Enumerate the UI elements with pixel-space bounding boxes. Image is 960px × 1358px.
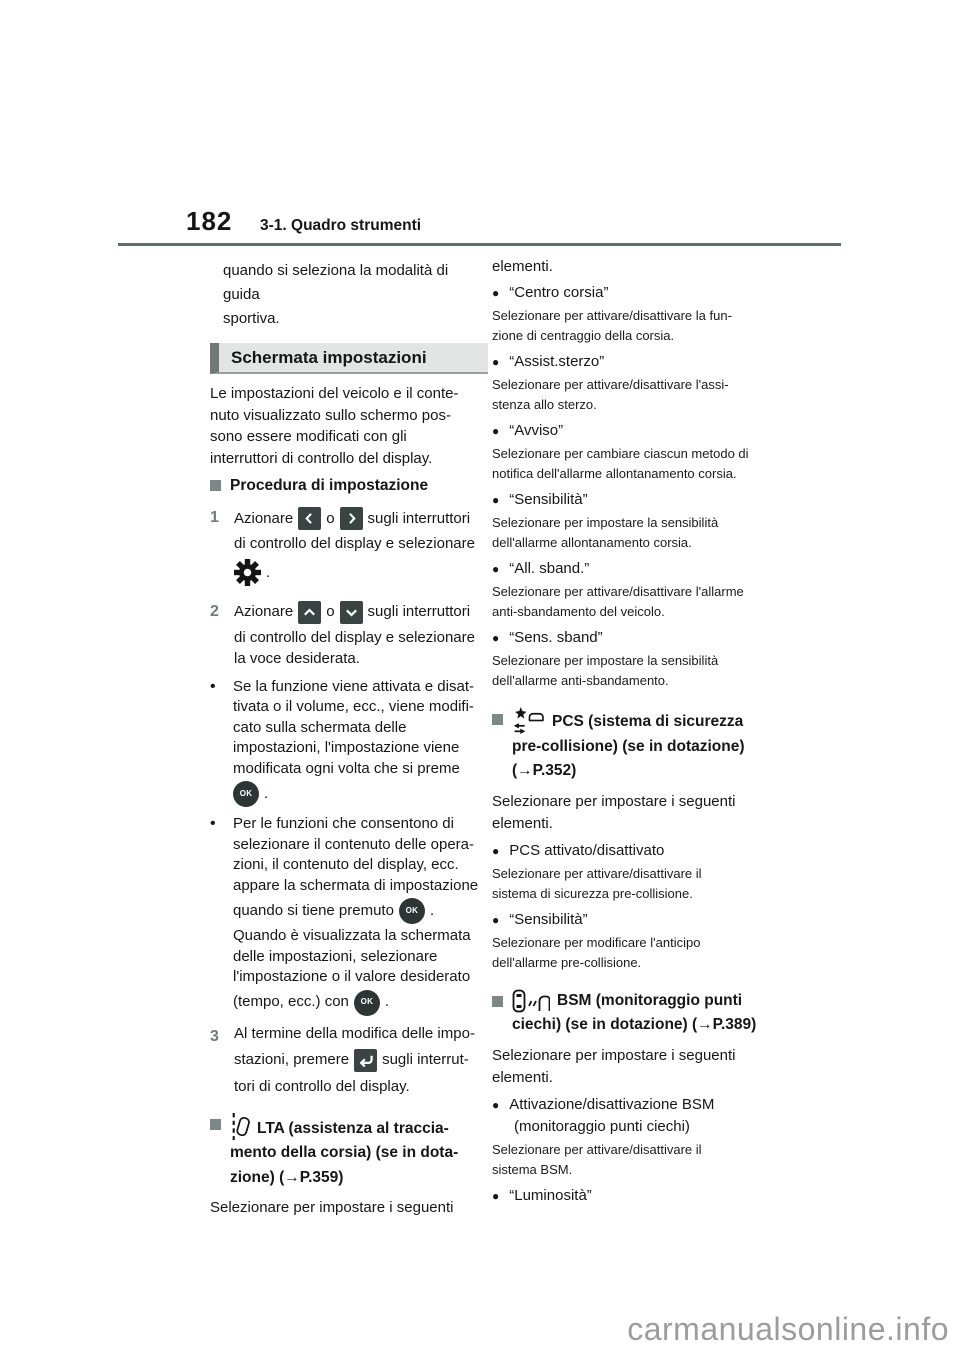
page-number: 182 bbox=[186, 206, 233, 236]
text-line: Selezionare per impostare i seguenti bbox=[492, 792, 736, 810]
text-line: Se la funzione viene attivata e disat- bbox=[233, 677, 474, 695]
text-line: (monitoraggio punti ciechi) bbox=[514, 1117, 690, 1135]
intro-paragraph bbox=[210, 259, 488, 331]
step-number: 2 bbox=[210, 602, 219, 620]
bsm-icon bbox=[512, 989, 550, 1013]
pcs-icon bbox=[512, 707, 545, 734]
text-line: (→P.352) bbox=[512, 762, 577, 779]
text-line: appare la schermata di impostazione bbox=[233, 876, 479, 894]
setting-item: ● “Sensibilità” Selezionare per modificare l'anticipo dell'allarme pre-collisione. bbox=[492, 909, 774, 973]
text-line: impostazioni, l'impostazione viene bbox=[233, 739, 460, 756]
setting-item: ● “Avviso” Selezionare per cambiare ciascun metodo di notifica dell'allarme allontanamento corsia. bbox=[492, 420, 774, 484]
ok-button-icon: OK bbox=[399, 898, 425, 924]
setting-item: ● Attivazione/disattivazione BSM (monitoraggio punti ciechi) Selezionare per attivare/disattivare il sistema BSM. bbox=[492, 1094, 774, 1180]
text-line: l'impostazione o il valore desiderato bbox=[233, 968, 471, 985]
setting-item: ● “All. sband.” Selezionare per attivare/disattivare l'allarme anti-sbandamento del veicolo. bbox=[492, 558, 774, 622]
text-line: tori di controllo del display. bbox=[234, 1078, 410, 1095]
text-line: Al termine della modifica delle impo- bbox=[234, 1024, 475, 1042]
note-bullet: • Per le funzioni che consentono di selezionare il contenuto delle opera- zioni, il contenuto del display, ecc. appare la schermata di impostazione quando si tiene premuto OK . Quando è visualizzata la schermata delle impostazioni, selezionare l'impostazione o il valore desiderato (tempo, ecc.) con OK . bbox=[210, 814, 488, 1018]
text-line: Selezionare per cambiare ciascun metodo di bbox=[492, 446, 749, 461]
text-line: Selezionare per attivare/disattivare il bbox=[492, 1141, 702, 1157]
text-line: sistema di sicurezza pre-collisione. bbox=[492, 885, 693, 901]
setting-item: ● “Sensibilità” Selezionare per impostare la sensibilità dell'allarme allontanamento corsia. bbox=[492, 489, 774, 553]
procedure-heading: Procedura di impostazione bbox=[210, 476, 488, 496]
text-line: interruttori di controllo del display. bbox=[210, 449, 433, 467]
text-line: zione di centraggio della corsia. bbox=[492, 328, 675, 343]
lead-out-line: Selezionare per impostare i seguenti bbox=[210, 1199, 454, 1216]
chapter-title: 3-1. Quadro strumenti bbox=[260, 217, 422, 234]
text-line: Selezionare per attivare/disattivare la fun- bbox=[492, 308, 732, 323]
text-line: modificata ogni volta che si preme bbox=[233, 759, 460, 777]
section-title: Schermata impostazioni bbox=[231, 348, 427, 367]
watermark: carmanualsonline.info bbox=[627, 1311, 949, 1347]
text-line: Quando è visualizzata la schermata bbox=[233, 927, 471, 944]
right-column bbox=[492, 256, 774, 1207]
chevron-up-button-icon bbox=[298, 601, 321, 624]
text-line: zioni, il contenuto del display, ecc. bbox=[233, 856, 459, 873]
setting-item: ● PCS attivato/disattivato Selezionare per attivare/disattivare il sistema di sicurezza pre-collisione. bbox=[492, 840, 774, 904]
text-line: di controllo del display e selezionare bbox=[234, 628, 475, 646]
left-column bbox=[210, 259, 488, 1219]
ok-button-icon: OK bbox=[354, 990, 380, 1016]
step-number: 3 bbox=[210, 1027, 219, 1045]
text-line: selezionare il contenuto delle opera- bbox=[233, 835, 474, 853]
lta-icon bbox=[230, 1112, 250, 1141]
text-line: Selezionare per impostare la sensibilità bbox=[492, 653, 719, 668]
text-line: zione) (→P.359) bbox=[230, 1168, 344, 1186]
note-bullet: • Se la funzione viene attivata e disat- tivata o il volume, ecc., viene modifi- cato sulla schermata delle impostazioni, l'impostazione viene modificata ogni volta che si preme OK . bbox=[210, 677, 488, 810]
text-line: dell'allarme pre-collisione. bbox=[492, 954, 642, 970]
setting-item: ● “Luminosità” bbox=[492, 1186, 592, 1204]
gear-icon bbox=[234, 559, 261, 586]
text-line: tivata o il volume, ecc., viene modifi- bbox=[233, 698, 474, 715]
text-line: Selezionare per impostare i seguenti bbox=[492, 1046, 736, 1064]
setting-item: ● “Assist.sterzo” Selezionare per attivare/disattivare l'assi- stenza allo sterzo. bbox=[492, 351, 774, 415]
bsm-section-heading: BSM (monitoraggio punti ciechi) (se in dotazione) (→P.389) bbox=[492, 989, 774, 1038]
text-line: di controllo del display e selezionare bbox=[234, 535, 475, 552]
step-3: 3 Al termine della modifica delle impo- stazioni, premere sugli interrut- tori di controllo del display. bbox=[210, 1023, 488, 1098]
text-line: nuto visualizzato sullo schermo pos- bbox=[210, 406, 451, 424]
square-marker-icon bbox=[210, 480, 221, 491]
lead-in-line: elementi. bbox=[492, 258, 553, 275]
text-line: elementi. bbox=[492, 1068, 553, 1086]
setting-item: ● “Centro corsia” Selezionare per attivare/disattivare la fun- zione di centraggio della corsia. bbox=[492, 282, 774, 346]
text-line: Selezionare per impostare la sensibilità bbox=[492, 515, 719, 530]
square-marker-icon bbox=[210, 1119, 221, 1130]
text-line: sportiva. bbox=[223, 310, 280, 327]
text-line: Le impostazioni del veicolo e il conte- bbox=[210, 385, 459, 402]
text-line: Selezionare per attivare/disattivare l'assi- bbox=[492, 377, 729, 392]
setting-item: ● “Sens. sband” Selezionare per impostare la sensibilità dell'allarme anti-sbandamento. bbox=[492, 627, 774, 691]
step-2: 2 Azionare o sugli interruttori di controllo del display e selezionare la voce desiderata. bbox=[210, 598, 488, 670]
lta-section-heading: LTA (assistenza al traccia- mento della corsia) (se in dota- zione) (→P.359) bbox=[210, 1112, 488, 1191]
section-intro-paragraph bbox=[210, 383, 488, 469]
text-line: quando si seleziona la modalità di guida bbox=[223, 262, 449, 303]
text-line: notifica dell'allarme allontanamento corsia. bbox=[492, 466, 737, 481]
text-line: Per le funzioni che consentono di bbox=[233, 815, 454, 832]
square-marker-icon bbox=[492, 714, 503, 725]
text-line: sistema BSM. bbox=[492, 1161, 573, 1177]
bsm-lead bbox=[492, 1045, 774, 1089]
text-line: la voce desiderata. bbox=[234, 650, 360, 667]
header-rule bbox=[118, 243, 841, 246]
text-line: dell'allarme anti-sbandamento. bbox=[492, 673, 669, 688]
ok-button-icon: OK bbox=[233, 781, 259, 807]
text-line: Selezionare per modificare l'anticipo bbox=[492, 934, 701, 950]
pcs-lead bbox=[492, 791, 774, 835]
text-line: stenza allo sterzo. bbox=[492, 397, 597, 412]
text-line: Selezionare per attivare/disattivare l'allarme bbox=[492, 584, 744, 599]
text-line: Selezionare per attivare/disattivare il bbox=[492, 865, 702, 881]
return-button-icon bbox=[354, 1049, 377, 1072]
text-line: mento della corsia) (se in dota- bbox=[230, 1144, 459, 1161]
text-line: pre-collisione) (se in dotazione) bbox=[512, 737, 745, 755]
step-number: 1 bbox=[210, 509, 219, 526]
text-line: ciechi) (se in dotazione) (→P.389) bbox=[512, 1016, 757, 1033]
text-line: dell'allarme allontanamento corsia. bbox=[492, 535, 692, 550]
chevron-down-button-icon bbox=[340, 601, 363, 624]
text-line: delle impostazioni, selezionare bbox=[233, 947, 438, 965]
chevron-right-button-icon bbox=[340, 507, 363, 530]
text-line: anti-sbandamento del veicolo. bbox=[492, 604, 665, 619]
section-header bbox=[210, 343, 488, 374]
chevron-left-button-icon bbox=[298, 507, 321, 530]
square-marker-icon bbox=[492, 996, 503, 1007]
text-line: cato sulla schermata delle bbox=[233, 718, 407, 736]
text-line: elementi. bbox=[492, 814, 553, 832]
pcs-section-heading: PCS (sistema di sicurezza pre-collisione) (se in dotazione) (→P.352) bbox=[492, 707, 774, 784]
step-1: 1 Azionare o sugli interruttori di controllo del display e selezionare . bbox=[210, 504, 488, 591]
text-line: sono essere modificati con gli bbox=[210, 428, 407, 445]
